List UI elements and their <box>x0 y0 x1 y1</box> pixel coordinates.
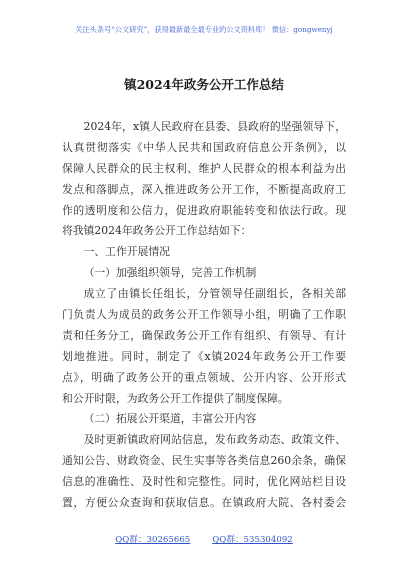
body-line: 作的透明度和公信力，促进政府职能转变和依法行政。现 <box>62 203 346 217</box>
body-line: 划地推进。同时，制定了《x镇2024年政务公开工作要 <box>62 349 346 363</box>
document-body <box>62 117 346 514</box>
qq-group-link-2[interactable]: QQ群：535304092 <box>212 535 293 545</box>
body-line: 发点和落脚点，深入推进政务公开工作，不断提高政府工 <box>62 182 346 196</box>
footer <box>0 533 408 547</box>
body-line: 责和任务分工，确保政务公开工作有组织、有领导、有计 <box>62 328 346 342</box>
body-line: 成立了由镇长任组长，分管领导任副组长，各相关部 <box>83 287 346 301</box>
body-line: 保障人民群众的民主权利、维护人民群众的根本利益为出 <box>62 161 346 175</box>
body-line: 点》，明确了政务公开的重点领域、公开内容、公开形式 <box>62 370 346 384</box>
body-line: 2024年，x镇人民政府在县委、县政府的坚强领导下， <box>83 120 346 133</box>
document-title: 镇2024年政务公开工作总结 <box>124 77 284 92</box>
body-line: 门负责人为成员的政务公开工作领导小组，明确了工作职 <box>62 308 346 322</box>
qq-group-link-1[interactable]: QQ群：30265665 <box>115 535 191 545</box>
body-line: 及时更新镇政府网站信息，发布政务动态、政策文件、 <box>83 433 346 447</box>
section-heading: 一、工作开展情况 <box>83 245 170 259</box>
body-line: 置，方便公众查询和获取信息。在镇政府大院、各村委会 <box>62 496 346 510</box>
body-line: 将我镇2024年政务公开工作总结如下： <box>62 224 252 238</box>
body-line: 信息的准确性、及时性和完整性。同时，优化网站栏目设 <box>62 475 346 489</box>
body-line: 和公开时限，为政务公开工作提供了制度保障。 <box>62 391 289 405</box>
subsection-heading: （二）拓展公开渠道，丰富公开内容 <box>83 412 257 426</box>
subsection-heading: （一）加强组织领导，完善工作机制 <box>83 266 257 280</box>
body-line: 认真贯彻落实《中华人民共和国政府信息公开条例》，以 <box>62 140 346 154</box>
header-notice: 关注头条号“公文研究”，获得最新最全最专业的公文资料库！ 微信：gongwenyj <box>75 25 333 34</box>
body-line: 通知公告、财政资金、民生实事等各类信息260余条，确保 <box>62 454 346 468</box>
